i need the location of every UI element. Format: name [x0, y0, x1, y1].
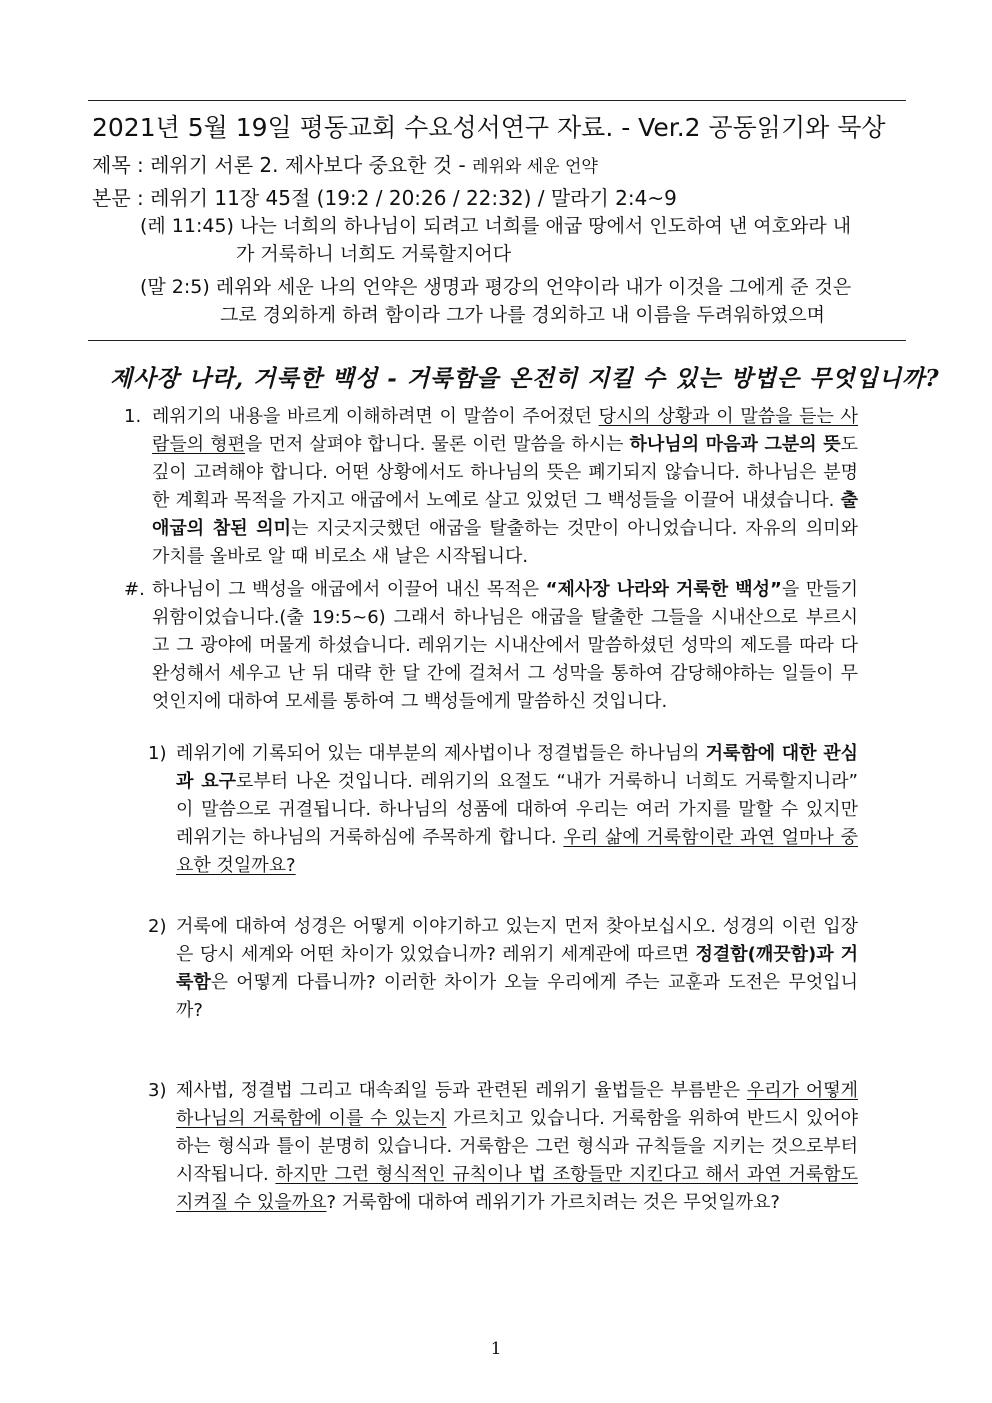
verse-line: 레위와 세운 나의 언약은 생명과 평강의 언약이라 내가 이것을 그에게 준 것은 [215, 276, 852, 298]
text-run: 은 어떻게 다릅니까? 이러한 차이가 오늘 우리에게 주는 교훈과 도전은 무엇입니까? [176, 972, 858, 1021]
text-run: 을 만들기 위함이었습니다.(출 19:5~6) 그래서 하나님은 애굽을 탈출한 그들을 시내산으로 부르시고 그 광야에 머물게 하셨습니다. 레위기는 시내산에서 말씀하셨던 성막의 제도를 따라 다 완성해서 세우고 난 뒤 대략 한 달 간에 걸쳐서 그 성막을 통하여 감당해야하는 일들이 무엇인지에 대하여 모세를 통하여 그 백성들에게 말씀하신 것입니다. [152, 579, 858, 712]
text-run: 하나님이 그 백성을 애굽에서 이끌어 내신 목적은 [152, 579, 546, 600]
verse-leviticus [140, 212, 890, 268]
text-run: 도 깊이 고려해야 합니다. 어떤 상황에서도 하나님의 뜻은 폐기되지 않습니다. 하나님은 분명한 계획과 목적을 가지고 애굽에서 노예로 살고 있었던 그 백성들을 이끌어 내셨습니다. [152, 434, 858, 511]
underlined-text: 당시의 상황과 이 말씀을 듣는 사람들의 형편 [152, 406, 858, 455]
verse-line: 그로 경외하게 하려 함이라 그가 나를 경외하고 내 이름을 두려워하였으며 [220, 304, 825, 326]
question-number: 2) [148, 916, 167, 937]
subject-label: 제목 : [92, 153, 144, 177]
verse-malachi [140, 273, 890, 329]
text-run: 로부터 나온 것입니다. 레위기의 요절도 “내가 거룩하니 너희도 거룩할지니라” 이 말씀으로 귀결됩니다. 하나님의 성품에 대하여 우리는 여러 가지를 말할 수 있지만 레위기는 하나님의 거룩하심에 주목하게 합니다. [176, 771, 858, 848]
verse-line: 나는 너희의 하나님이 되려고 너희를 애굽 땅에서 인도하여 낸 여호와라 내 [240, 215, 852, 237]
question-1 [148, 740, 858, 880]
document-title: 2021년 5월 19일 평동교회 수요성서연구 자료. - Ver.2 공동읽기와 묵상 [92, 113, 886, 142]
question-body [148, 1077, 858, 1217]
text-label: 본문 : [92, 186, 144, 210]
bold-text: 출애굽의 참된 의미 [152, 490, 858, 539]
subject-main: 레위기 서론 2. 제사보다 중요한 것 - [150, 153, 466, 177]
underlined-text: 우리 삶에 거룩함이란 과연 얼마나 중요한 것일까요? [176, 827, 858, 876]
verse-line: 가 거룩하니 너희도 거룩할지어다 [236, 243, 512, 265]
underlined-text: 우리가 어떻게 하나님의 거룩함에 이를 수 있는지 [176, 1080, 858, 1129]
paragraph-1 [124, 403, 858, 571]
question-number: 3) [148, 1080, 167, 1101]
text-run: 가르치고 있습니다. 거룩함을 위하여 반드시 있어야 하는 형식과 틀이 분명히 있습니다. 거룩함은 그런 형식과 규칙들을 지키는 것으로부터 시작됩니다. [176, 1108, 858, 1185]
question-2 [148, 913, 858, 1025]
text-run: 는 지긋지긋했던 애굽을 탈출하는 것만이 아니었습니다. 자유의 의미와 가치를 올바로 알 때 비로소 새 날은 시작됩니다. [152, 518, 858, 567]
subject-sub: 레위와 세운 언약 [472, 157, 598, 177]
question-3 [148, 1077, 858, 1217]
underlined-text: 하지만 그런 형식적인 규칙이나 법 조항들만 지킨다고 해서 과연 거룩함도 지켜질 수 있을까요 [176, 1164, 858, 1213]
section-heading: 제사장 나라, 거룩한 백성 - 거룩함을 온전히 지킬 수 있는 방법은 무엇입니까? [110, 365, 940, 392]
item-marker: #. [124, 579, 145, 600]
question-body [148, 913, 858, 1025]
paragraph-body [124, 403, 858, 571]
top-rule [88, 100, 906, 101]
question-body [148, 740, 858, 880]
verse-ref: (말 2:5) [140, 276, 210, 298]
subject-line [92, 149, 598, 178]
question-number: 1) [148, 743, 167, 764]
text-run: 레위기에 기록되어 있는 대부분의 제사법이나 정결법들은 하나님의 [176, 743, 706, 764]
text-run: 레위기의 내용을 바르게 이해하려면 이 말씀이 주어졌던 [152, 406, 599, 427]
bold-text: 정결함(깨끗함)과 거룩함 [176, 944, 858, 993]
text-refs: 레위기 11장 45절 (19:2 / 20:26 / 22:32) / 말라기 2:4~9 [150, 186, 677, 210]
paragraph-body [124, 576, 858, 716]
page-number: 1 [490, 1339, 502, 1359]
bold-text: “제사장 나라와 거룩한 백성” [545, 579, 782, 600]
text-run: 제사법, 정결법 그리고 대속죄일 등과 관련된 레위기 율법들은 부름받은 [176, 1080, 747, 1101]
text-run: 을 먼저 살펴야 합니다. 물론 이런 말씀을 하시는 [245, 434, 630, 455]
scripture-text-line [92, 182, 677, 211]
bold-text: 거룩함에 대한 관심과 요구 [176, 743, 858, 792]
text-run: 거룩에 대하여 성경은 어떻게 이야기하고 있는지 먼저 찾아보십시오. 성경의 이런 입장은 당시 세계와 어떤 차이가 있었습니까? 레위기 세계관에 따르면 [176, 916, 858, 965]
bold-text: 하나님의 마음과 그분의 뜻 [629, 434, 841, 455]
paragraph-hash [124, 576, 858, 716]
header-bottom-rule [88, 340, 906, 341]
item-number: 1. [124, 406, 142, 427]
text-run: ? 거룩함에 대하여 레위기가 가르치려는 것은 무엇일까요? [326, 1192, 780, 1213]
verse-ref: (레 11:45) [140, 215, 234, 237]
